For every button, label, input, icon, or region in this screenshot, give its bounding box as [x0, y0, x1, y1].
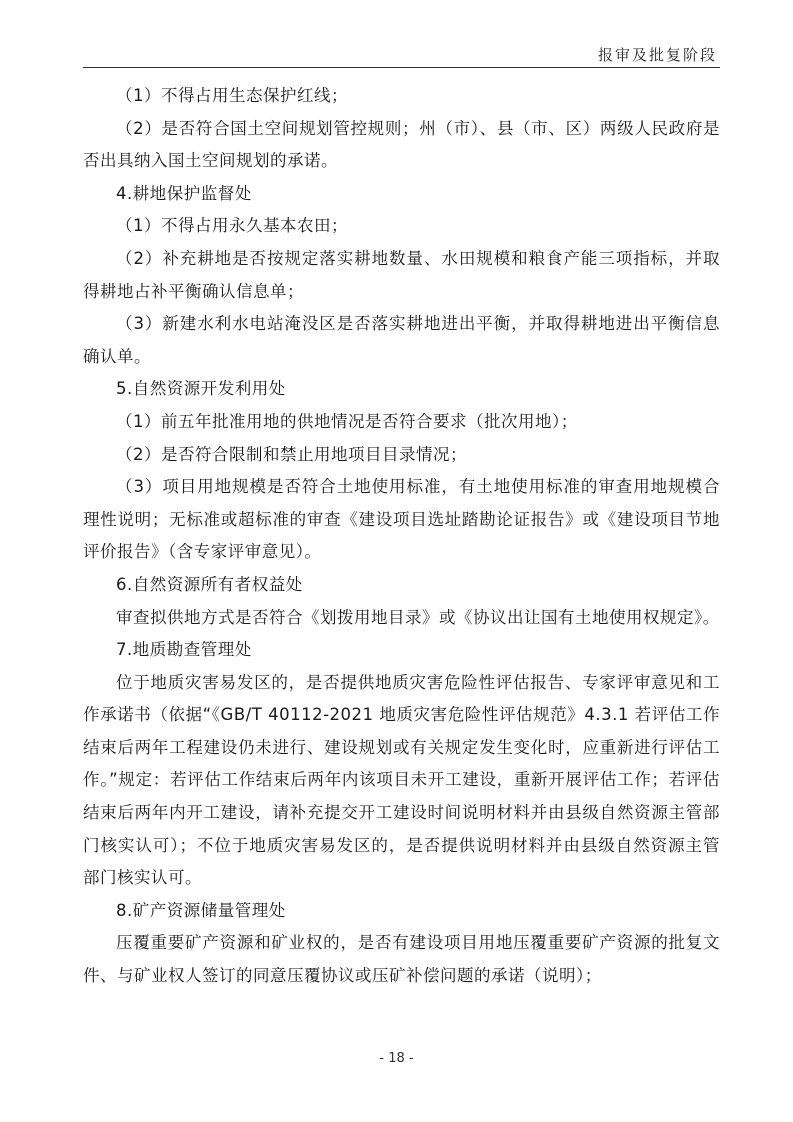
paragraph: （3）新建水利水电站淹没区是否落实耕地进出平衡，并取得耕地进出平衡信息确认单。	[83, 314, 720, 366]
paragraph: （1）不得占用永久基本农田；	[116, 216, 348, 236]
section-heading: 5.自然资源开发利用处	[116, 379, 286, 399]
section-heading: 4.耕地保护监督处	[116, 183, 252, 203]
body-text	[83, 80, 720, 993]
paragraph: （2）补充耕地是否按规定落实耕地数量、水田规模和粮食产能三项指标，并取得耕地占补平衡确认信息单；	[83, 248, 720, 301]
paragraph: （3）项目用地规模是否符合土地使用标准，有土地使用标准的审查用地规模合理性说明；无标准或超标准的审查《建设项目选址踏勘论证报告》或《建设项目节地评价报告》（含专家评审意见）。	[83, 477, 720, 562]
paragraph: 压覆重要矿产资源和矿业权的，是否有建设项目用地压覆重要矿产资源的批复文件、与矿业权人签订的同意压覆协议或压矿补偿问题的承诺（说明）；	[83, 933, 720, 986]
paragraph: （2）是否符合国土空间规划管控规则；州（市）、县（市、区）两级人民政府是否出具纳入国土空间规划的承诺。	[83, 118, 720, 171]
section-heading: 7.地质勘查管理处	[116, 640, 252, 660]
paragraph: （1）前五年批准用地的供地情况是否符合要求（批次用地）；	[116, 411, 578, 431]
paragraph: （1）不得占用生态保护红线；	[116, 86, 348, 105]
paragraph: 审查拟供地方式是否符合《划拨用地目录》或《协议出让国有土地使用权规定》。	[116, 607, 720, 627]
section-heading: 6.自然资源所有者权益处	[116, 574, 303, 594]
paragraph: 位于地质灾害易发区的，是否提供地质灾害危险性评估报告、专家评审意见和工作承诺书（依据“《GB/T 40112-2021 地质灾害危险性评估规范》4.3.1 若评估工作结束后两年工程建设仍未进行、建设规划或有关规定发生变化时，应重新进行评估工作。”规定：若评估工作结束后两年内该项目未开工建设，重新开展评估工作；若评估结束后两年内开工建设，请补充提交开工建设时间说明材料并由县级自然资源主管部门核实认可）；不位于地质灾害易发区的，是否提供说明材料并由县级自然资源主管部门核实认可。	[83, 672, 720, 888]
page-number: - 18 -	[379, 1051, 414, 1066]
paragraph: （2）是否符合限制和禁止用地项目目录情况；	[116, 444, 467, 464]
section-heading: 8.矿产资源储量管理处	[116, 900, 286, 920]
running-header: 报审及批复阶段	[597, 46, 717, 64]
header-divider	[83, 67, 720, 68]
